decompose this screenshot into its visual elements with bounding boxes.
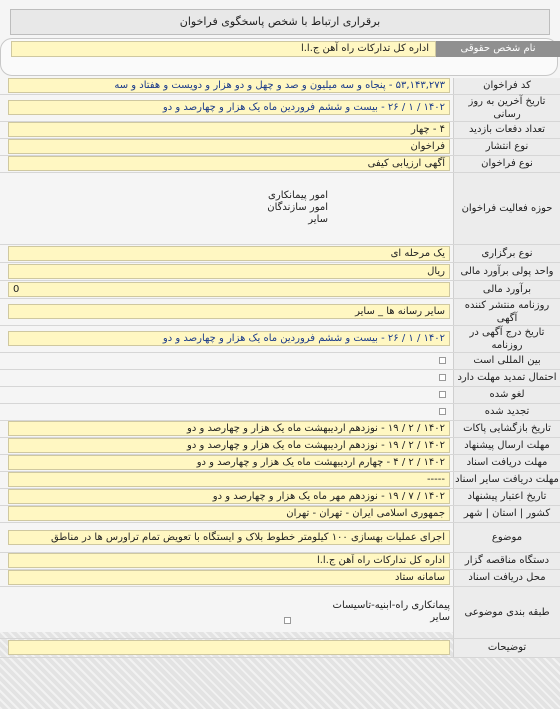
value-last-update: ۱۴۰۲ / ۱ / ۲۶ - بیست و ششم فروردین ماه یک هزار و چهارصد و دو: [8, 100, 450, 115]
label-newspaper: روزنامه منتشر کننده آگهی: [454, 298, 560, 325]
value-publish-type: فراخوان: [8, 139, 450, 154]
row-newspaper-date: [0, 325, 560, 352]
value-classification: [0, 586, 454, 638]
value-location: جمهوری اسلامی ایران - تهران - تهران: [8, 506, 450, 521]
label-holding-type: نوع برگزاری: [454, 244, 560, 262]
value-validity-date: ۱۴۰۲ / ۷ / ۱۹ - نوزدهم مهر ماه یک هزار و چهارصد و دو: [8, 489, 450, 504]
extension-checkbox[interactable]: [439, 374, 446, 381]
row-location: [0, 505, 560, 522]
label-cancelled: لغو شده: [454, 386, 560, 403]
value-other-documents: -----: [8, 472, 450, 487]
row-currency: [0, 262, 560, 280]
label-currency: واحد پولی برآورد مالی: [454, 262, 560, 280]
label-proposal-deadline: مهلت ارسال پیشنهاد: [454, 437, 560, 454]
row-tender-type: [0, 155, 560, 172]
label-validity-date: تاریخ اعتبار پیشنهاد: [454, 488, 560, 505]
label-document-deadline: مهلت دریافت اسناد: [454, 454, 560, 471]
tender-details-table: [0, 78, 560, 658]
value-description: [8, 640, 450, 655]
label-tender-type: نوع فراخوان: [454, 155, 560, 172]
value-newspaper-date: ۱۴۰۲ / ۱ / ۲۶ - بیست و ششم فروردین ماه یک هزار و چهارصد و دو: [8, 331, 450, 346]
row-extension: [0, 369, 560, 386]
label-description: توضیحات: [454, 638, 560, 657]
label-other-documents: مهلت دریافت سایر اسناد: [454, 471, 560, 488]
value-activity-field: [0, 172, 454, 244]
row-estimate: [0, 280, 560, 298]
activity-line: امور سازندگان: [267, 202, 328, 213]
row-validity-date: [0, 488, 560, 505]
label-renewed: تجدید شده: [454, 403, 560, 420]
row-newspaper: [0, 298, 560, 325]
legal-entity-label: نام شخص حقوقی: [436, 41, 560, 57]
row-cancelled: [0, 386, 560, 403]
label-tender-code: کد فراخوان: [454, 78, 560, 94]
renewed-checkbox[interactable]: [439, 408, 446, 415]
value-organizer: اداره کل تدارکات راه آهن ج.ا.ا: [8, 553, 450, 568]
label-opening-date: تاریخ بازگشایی پاکات: [454, 420, 560, 437]
value-tender-code: ۵۳,۱۴۳,۲۷۳ - پنجاه و سه میلیون و صد و چهل و دو هزار و دویست و هفتاد و سه: [8, 78, 450, 93]
value-tender-type: آگهی ارزیابی کیفی: [8, 156, 450, 171]
value-proposal-deadline: ۱۴۰۲ / ۲ / ۱۹ - نوزدهم اردیبهشت ماه یک هزار و چهارصد و دو: [8, 438, 450, 453]
row-classification: [0, 586, 560, 638]
row-description: [0, 638, 560, 657]
row-activity-field: [0, 172, 560, 244]
classification-line: سایر: [430, 612, 450, 623]
label-activity-field: حوزه فعالیت فراخوان: [454, 172, 560, 244]
label-organizer: دستگاه مناقصه گزار: [454, 552, 560, 569]
value-opening-date: ۱۴۰۲ / ۲ / ۱۹ - نوزدهم اردیبهشت ماه یک هزار و چهارصد و دو: [8, 421, 450, 436]
row-international: [0, 352, 560, 369]
label-location: کشور | استان | شهر: [454, 505, 560, 522]
row-tender-code: [0, 78, 560, 94]
row-subject: [0, 522, 560, 552]
label-international: بین المللی است: [454, 352, 560, 369]
row-visit-count: [0, 121, 560, 138]
value-visit-count: ۴ - چهار: [8, 122, 450, 137]
label-newspaper-date: تاریخ درج آگهی در روزنامه: [454, 325, 560, 352]
row-holding-type: [0, 244, 560, 262]
row-proposal-deadline: [0, 437, 560, 454]
row-document-location: [0, 569, 560, 586]
value-newspaper: سایر رسانه ها _ سایر: [8, 304, 450, 319]
label-subject: موضوع: [454, 522, 560, 552]
international-checkbox[interactable]: [439, 357, 446, 364]
contact-responder-header[interactable]: برقراری ارتباط با شخص پاسخگوی فراخوان: [10, 9, 550, 35]
legal-entity-value: اداره کل تدارکات راه آهن ج.ا.ا: [11, 41, 436, 57]
activity-line: سایر: [308, 214, 328, 225]
label-document-location: محل دریافت اسناد: [454, 569, 560, 586]
activity-line: امور پیمانکاری: [268, 190, 328, 201]
value-holding-type: یک مرحله ای: [8, 246, 450, 261]
cancelled-checkbox[interactable]: [439, 391, 446, 398]
row-publish-type: [0, 138, 560, 155]
value-estimate: 0: [8, 282, 450, 297]
row-document-deadline: [0, 454, 560, 471]
classification-line: پیمانکاری راه-ابنیه-تاسیسات: [332, 600, 450, 611]
row-other-documents: [0, 471, 560, 488]
value-document-deadline: ۱۴۰۲ / ۲ / ۴ - چهارم اردیبهشت ماه یک هزار و چهارصد و دو: [8, 455, 450, 470]
label-extension: احتمال تمدید مهلت دارد: [454, 369, 560, 386]
value-currency: ریال: [8, 264, 450, 279]
row-renewed: [0, 403, 560, 420]
row-last-update: [0, 94, 560, 121]
label-classification: طبقه بندی موضوعی: [454, 586, 560, 638]
footer-checkbox[interactable]: [284, 617, 291, 624]
label-last-update: تاریخ آخرین به روز رسانی: [454, 94, 560, 121]
value-document-location: سامانه ستاد: [8, 570, 450, 585]
row-opening-date: [0, 420, 560, 437]
label-publish-type: نوع انتشار: [454, 138, 560, 155]
row-organizer: [0, 552, 560, 569]
label-visit-count: تعداد دفعات بازدید: [454, 121, 560, 138]
label-estimate: برآورد مالی: [454, 280, 560, 298]
value-subject: اجرای عملیات بهسازی ۱۰۰ کیلومتر خطوط بلاک و ایستگاه با تعویض تمام تراورس ها در مناطق: [8, 530, 450, 545]
